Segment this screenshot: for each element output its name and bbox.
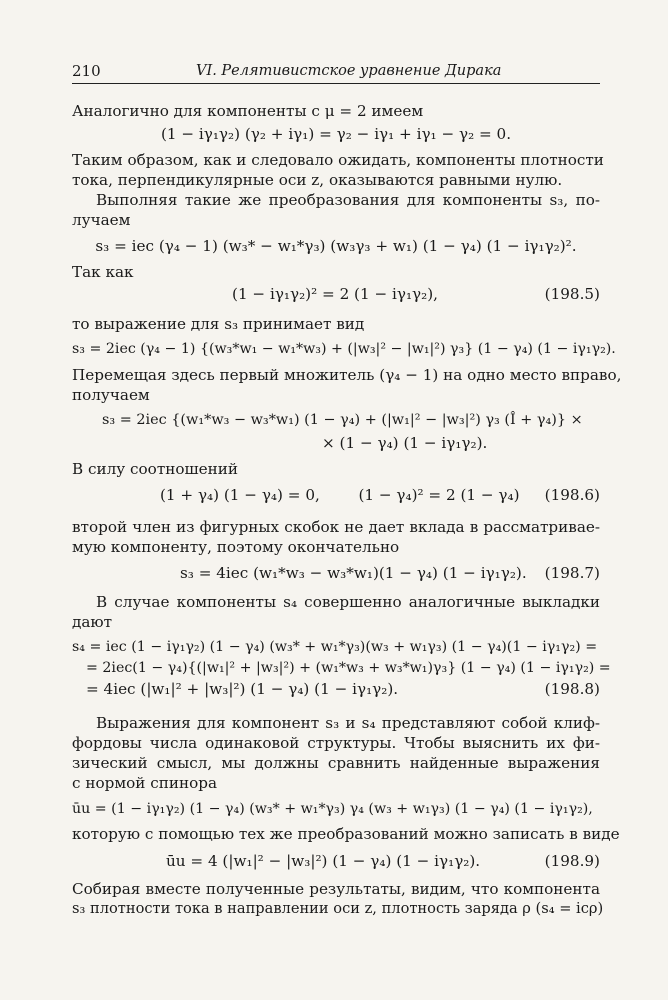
text-line: Аналогично для компоненты с μ = 2 имеем	[72, 102, 424, 120]
equation-number: (198.8)	[544, 680, 600, 698]
formula: s₃ = iec (γ₄ − 1) (w₃* − w₁*γ₃) (w₃γ₃ + w₁) (1 − γ₄) (1 − iγ₁γ₂)².	[95, 237, 577, 255]
formula: ūu = 4 (|w₁|² − |w₃|²) (1 − γ₄) (1 − iγ₁γ₂).	[166, 852, 481, 870]
text-line: Перемещая здесь первый множитель (γ₄ − 1) на одно место вправо,	[72, 366, 622, 384]
text-line: В случае компоненты s₄ совершенно аналогичные выкладки	[96, 593, 600, 611]
eqno-line	[72, 284, 600, 304]
formula: ūu = (1 − iγ₁γ₂) (1 − γ₄) (w₃* + w₁*γ₃) γ₄ (w₃ + w₁γ₃) (1 − γ₄) (1 − iγ₁γ₂),	[72, 801, 593, 817]
formula: s₄ = iec (1 − iγ₁γ₂) (1 − γ₄) (w₃* + w₁*γ₃)(w₃ + w₁γ₃) (1 − γ₄)(1 − iγ₁γ₂) =	[72, 639, 598, 655]
text-line: Таким образом, как и следовало ожидать, компоненты плотности	[72, 151, 604, 169]
text-line: Выражения для компонент s₃ и s₄ представляют собой клиф-	[96, 714, 600, 732]
text-line: которую с помощью тех же преобразований можно записать в виде	[72, 825, 620, 843]
equation-number: (198.5)	[544, 285, 600, 303]
text-line: тока, перпендикулярные оси z, оказываются равными нулю.	[72, 171, 563, 189]
formula: = 4iec (|w₁|² + |w₃|²) (1 − γ₄) (1 − iγ₁γ₂).	[86, 680, 399, 698]
equation-number: (198.6)	[544, 486, 600, 504]
eqno-line	[72, 851, 600, 871]
formula: (1 + γ₄) (1 − γ₄) = 0, (1 − γ₄)² = 2 (1 − γ₄)	[160, 486, 520, 504]
eqno-line	[72, 679, 600, 699]
eqno-line	[72, 485, 600, 505]
text-line: получаем	[72, 386, 150, 404]
eqno-line	[72, 563, 600, 583]
text-line: дают	[72, 613, 113, 631]
formula: × (1 − γ₄) (1 − iγ₁γ₂).	[322, 434, 488, 452]
text-line: Собирая вместе полученные результаты, видим, что компонента	[72, 880, 600, 898]
text-line: с нормой спинора	[72, 774, 218, 792]
text-line: лучаем	[72, 211, 131, 229]
formula: s₃ = 2iec {(w₁*w₃ − w₃*w₁) (1 − γ₄) + (|w₁|² − |w₃|²) γ₃ (Î + γ₄)} ×	[102, 412, 583, 428]
text-line: Выполняя такие же преобразования для компоненты s₃, по-	[96, 191, 600, 209]
equation-number: (198.7)	[544, 564, 600, 582]
formula: (1 − iγ₁γ₂) (γ₂ + iγ₁) = γ₂ − iγ₁ + iγ₁ − γ₂ = 0.	[160, 125, 512, 143]
formula: s₃ = 2iec (γ₄ − 1) {(w₃*w₁ − w₁*w₃) + (|w₃|² − |w₁|²) γ₃} (1 − γ₄) (1 − iγ₁γ₂).	[72, 341, 616, 357]
header-rule	[72, 83, 600, 84]
text-line: то выражение для s₃ принимает вид	[72, 315, 365, 333]
formula: = 2iec(1 − γ₄){(|w₁|² + |w₃|²) + (w₁*w₃ + w₃*w₁)γ₃} (1 − γ₄) (1 − iγ₁γ₂) =	[86, 660, 611, 676]
text-line: фордовы числа одинаковой структуры. Чтобы выяснить их фи-	[72, 734, 600, 752]
formula: s₃ = 4iec (w₁*w₃ − w₃*w₁)(1 − γ₄) (1 − iγ₁γ₂).	[180, 564, 527, 582]
text-line: мую компоненту, поэтому окончательно	[72, 538, 400, 556]
text-line: зический смысл, мы должны сравнить найденные выражения	[72, 754, 600, 772]
page-number: 210	[72, 62, 101, 80]
text-line: второй член из фигурных скобок не дает вклада в рассматривае-	[72, 518, 600, 536]
chapter-title: VI. Релятивистское уравнение Дирака	[196, 63, 502, 79]
formula: (1 − iγ₁γ₂)² = 2 (1 − iγ₁γ₂),	[232, 285, 438, 303]
text-line: Так как	[72, 263, 134, 281]
text-line: s₃ плотности тока в направлении оси z, плотность заряда ρ (s₄ = icρ)	[72, 900, 604, 917]
equation-number: (198.9)	[544, 852, 600, 870]
text-line: В силу соотношений	[72, 460, 238, 478]
